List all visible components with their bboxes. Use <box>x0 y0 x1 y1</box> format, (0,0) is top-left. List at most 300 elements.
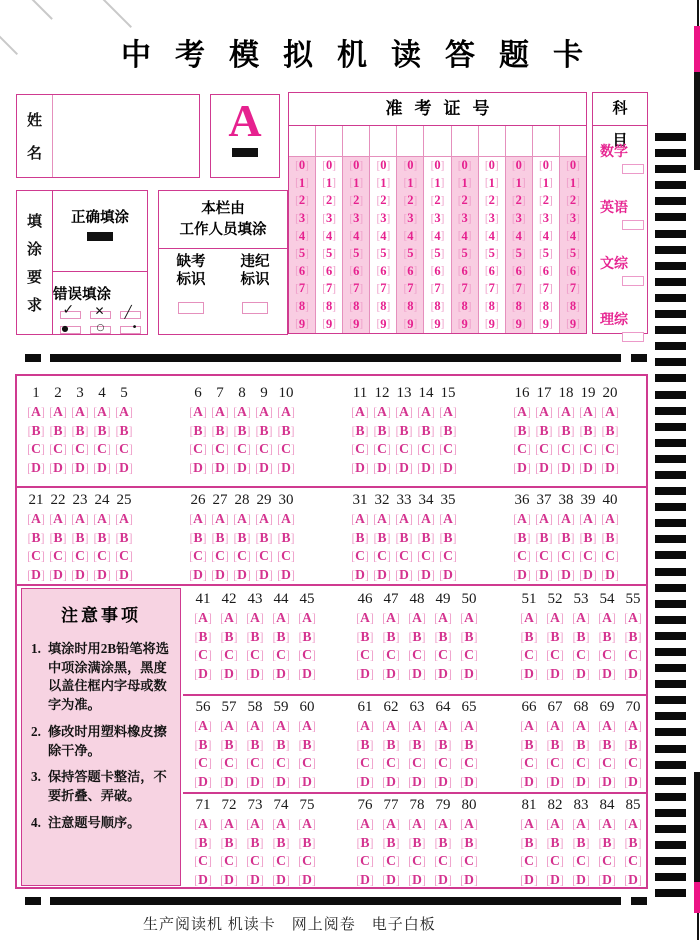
answer-bubble-d-q57[interactable] <box>216 773 242 792</box>
answer-bubble-c-q8[interactable] <box>231 440 253 459</box>
answer-bubble-d-q6[interactable] <box>187 459 209 478</box>
answer-bubble-d-q76[interactable] <box>352 871 378 890</box>
answer-bubble-a-q83[interactable] <box>568 815 594 834</box>
ticket-digit-bubble-2[interactable]: [ 2 ] <box>484 193 499 208</box>
answer-bubble-c-q10[interactable] <box>275 440 297 459</box>
ticket-digit-bubble-5[interactable]: [ 5 ] <box>566 246 580 261</box>
ticket-digit-bubble-3[interactable]: [ 3 ] <box>484 211 499 226</box>
answer-bubble-d-q59[interactable] <box>268 773 294 792</box>
answer-bubble-a-q46[interactable] <box>352 609 378 628</box>
ticket-write-cell[interactable] <box>289 126 315 157</box>
ticket-digit-bubble-3[interactable]: [ 3 ] <box>430 211 445 226</box>
answer-bubble-c-q46[interactable] <box>352 646 378 665</box>
answer-bubble-a-q66[interactable] <box>516 717 542 736</box>
ticket-digit-bubble-2[interactable]: [ 2 ] <box>349 193 364 208</box>
answer-bubble-a-q61[interactable] <box>352 717 378 736</box>
ticket-digit-bubble-1[interactable]: [ 1 ] <box>457 175 472 190</box>
answer-bubble-c-q85[interactable] <box>620 852 646 871</box>
answer-bubble-b-q48[interactable] <box>404 628 430 647</box>
ticket-digit-bubble-6[interactable]: [ 6 ] <box>457 263 472 278</box>
ticket-digit-bubble-7[interactable]: [ 7 ] <box>349 281 364 296</box>
answer-bubble-c-q11[interactable] <box>349 440 371 459</box>
answer-bubble-d-q20[interactable] <box>599 459 621 478</box>
answer-bubble-c-q4[interactable] <box>91 440 113 459</box>
answer-bubble-d-q71[interactable] <box>190 871 216 890</box>
answer-bubble-c-q64[interactable] <box>430 754 456 773</box>
ticket-digit-bubble-5[interactable]: [ 5 ] <box>295 246 309 261</box>
ticket-digit-bubble-8[interactable]: [ 8 ] <box>566 299 580 314</box>
ticket-digit-bubble-0[interactable]: [ 0 ] <box>511 158 526 173</box>
answer-bubble-a-q13[interactable] <box>393 403 415 422</box>
ticket-digit-bubble-8[interactable]: [ 8 ] <box>295 299 309 314</box>
answer-bubble-d-q83[interactable] <box>568 871 594 890</box>
ticket-write-cell[interactable] <box>533 126 559 157</box>
ticket-digit-bubble-0[interactable]: [ 0 ] <box>566 158 580 173</box>
answer-bubble-c-q75[interactable] <box>294 852 320 871</box>
answer-bubble-a-q38[interactable] <box>555 510 577 529</box>
answer-bubble-d-q26[interactable] <box>187 566 209 585</box>
answer-bubble-d-q24[interactable] <box>91 566 113 585</box>
ticket-digit-bubble-4[interactable]: [ 4 ] <box>539 228 553 243</box>
answer-bubble-a-q68[interactable] <box>568 717 594 736</box>
answer-bubble-a-q35[interactable] <box>437 510 459 529</box>
ticket-digit-bubble-3[interactable]: [ 3 ] <box>566 211 580 226</box>
answer-bubble-a-q32[interactable] <box>371 510 393 529</box>
ticket-digit-bubble-9[interactable]: [ 9 ] <box>322 316 337 331</box>
ticket-digit-bubble-9[interactable]: [ 9 ] <box>376 316 391 331</box>
answer-bubble-d-q38[interactable] <box>555 566 577 585</box>
answer-bubble-d-q11[interactable] <box>349 459 371 478</box>
answer-bubble-b-q16[interactable] <box>511 422 533 441</box>
ticket-digit-bubble-0[interactable]: [ 0 ] <box>349 158 364 173</box>
answer-bubble-a-q57[interactable] <box>216 717 242 736</box>
answer-bubble-b-q67[interactable] <box>542 736 568 755</box>
answer-bubble-d-q68[interactable] <box>568 773 594 792</box>
answer-bubble-d-q4[interactable] <box>91 459 113 478</box>
ticket-digit-bubble-2[interactable]: [ 2 ] <box>539 193 553 208</box>
answer-bubble-b-q85[interactable] <box>620 834 646 853</box>
answer-bubble-b-q78[interactable] <box>404 834 430 853</box>
ticket-digit-bubble-9[interactable]: [ 9 ] <box>484 316 499 331</box>
answer-bubble-b-q10[interactable] <box>275 422 297 441</box>
ticket-write-cell[interactable] <box>452 126 478 157</box>
ticket-write-cell[interactable] <box>560 126 586 157</box>
ticket-digit-bubble-0[interactable]: [ 0 ] <box>484 158 499 173</box>
answer-bubble-c-q76[interactable] <box>352 852 378 871</box>
ticket-digit-bubble-5[interactable]: [ 5 ] <box>376 246 391 261</box>
answer-bubble-d-q80[interactable] <box>456 871 482 890</box>
answer-bubble-d-q19[interactable] <box>577 459 599 478</box>
answer-bubble-a-q70[interactable] <box>620 717 646 736</box>
answer-bubble-a-q12[interactable] <box>371 403 393 422</box>
ticket-digit-bubble-9[interactable]: [ 9 ] <box>295 316 309 331</box>
answer-bubble-c-q54[interactable] <box>594 646 620 665</box>
ticket-digit-bubble-7[interactable]: [ 7 ] <box>322 281 337 296</box>
answer-bubble-a-q67[interactable] <box>542 717 568 736</box>
answer-bubble-c-q83[interactable] <box>568 852 594 871</box>
answer-bubble-c-q39[interactable] <box>577 547 599 566</box>
answer-bubble-a-q51[interactable] <box>516 609 542 628</box>
ticket-digit-bubble-4[interactable]: [ 4 ] <box>484 228 499 243</box>
answer-bubble-a-q44[interactable] <box>268 609 294 628</box>
ticket-digit-bubble-6[interactable]: [ 6 ] <box>566 263 580 278</box>
ticket-write-cell[interactable] <box>479 126 505 157</box>
answer-bubble-c-q29[interactable] <box>253 547 275 566</box>
answer-bubble-a-q28[interactable] <box>231 510 253 529</box>
answer-bubble-c-q34[interactable] <box>415 547 437 566</box>
answer-bubble-d-q67[interactable] <box>542 773 568 792</box>
answer-bubble-c-q2[interactable] <box>47 440 69 459</box>
answer-bubble-c-q44[interactable] <box>268 646 294 665</box>
answer-bubble-d-q60[interactable] <box>294 773 320 792</box>
answer-bubble-d-q48[interactable] <box>404 665 430 684</box>
answer-bubble-a-q75[interactable] <box>294 815 320 834</box>
answer-bubble-c-q28[interactable] <box>231 547 253 566</box>
ticket-write-cell[interactable] <box>424 126 450 157</box>
answer-bubble-b-q35[interactable] <box>437 529 459 548</box>
answer-bubble-c-q13[interactable] <box>393 440 415 459</box>
ticket-digit-bubble-6[interactable]: [ 6 ] <box>539 263 553 278</box>
answer-bubble-c-q53[interactable] <box>568 646 594 665</box>
ticket-digit-bubble-6[interactable]: [ 6 ] <box>403 263 418 278</box>
answer-bubble-a-q81[interactable] <box>516 815 542 834</box>
answer-bubble-c-q37[interactable] <box>533 547 555 566</box>
ticket-digit-bubble-6[interactable]: [ 6 ] <box>430 263 445 278</box>
answer-bubble-d-q12[interactable] <box>371 459 393 478</box>
answer-bubble-d-q65[interactable] <box>456 773 482 792</box>
ticket-digit-bubble-9[interactable]: [ 9 ] <box>511 316 526 331</box>
answer-bubble-d-q52[interactable] <box>542 665 568 684</box>
answer-bubble-d-q25[interactable] <box>113 566 135 585</box>
answer-bubble-a-q15[interactable] <box>437 403 459 422</box>
answer-bubble-d-q54[interactable] <box>594 665 620 684</box>
answer-bubble-d-q9[interactable] <box>253 459 275 478</box>
answer-bubble-a-q18[interactable] <box>555 403 577 422</box>
answer-bubble-b-q29[interactable] <box>253 529 275 548</box>
answer-bubble-c-q79[interactable] <box>430 852 456 871</box>
answer-bubble-c-q45[interactable] <box>294 646 320 665</box>
answer-bubble-b-q65[interactable] <box>456 736 482 755</box>
ticket-digit-bubble-5[interactable]: [ 5 ] <box>457 246 472 261</box>
ticket-digit-bubble-7[interactable]: [ 7 ] <box>430 281 445 296</box>
answer-bubble-b-q43[interactable] <box>242 628 268 647</box>
ticket-digit-bubble-3[interactable]: [ 3 ] <box>539 211 553 226</box>
answer-bubble-c-q16[interactable] <box>511 440 533 459</box>
answer-bubble-a-q71[interactable] <box>190 815 216 834</box>
subject-mark-box[interactable] <box>622 276 644 286</box>
ticket-digit-bubble-0[interactable]: [ 0 ] <box>322 158 337 173</box>
ticket-digit-bubble-2[interactable]: [ 2 ] <box>511 193 526 208</box>
ticket-digit-bubble-7[interactable]: [ 7 ] <box>566 281 580 296</box>
ticket-digit-bubble-4[interactable]: [ 4 ] <box>376 228 391 243</box>
answer-bubble-a-q84[interactable] <box>594 815 620 834</box>
answer-bubble-a-q5[interactable] <box>113 403 135 422</box>
staff-mark-box[interactable] <box>242 302 268 314</box>
answer-bubble-c-q32[interactable] <box>371 547 393 566</box>
answer-bubble-a-q36[interactable] <box>511 510 533 529</box>
answer-bubble-b-q17[interactable] <box>533 422 555 441</box>
answer-bubble-a-q10[interactable] <box>275 403 297 422</box>
answer-bubble-a-q78[interactable] <box>404 815 430 834</box>
answer-bubble-c-q23[interactable] <box>69 547 91 566</box>
answer-bubble-d-q58[interactable] <box>242 773 268 792</box>
answer-bubble-a-q14[interactable] <box>415 403 437 422</box>
ticket-digit-bubble-1[interactable]: [ 1 ] <box>539 175 553 190</box>
answer-bubble-b-q18[interactable] <box>555 422 577 441</box>
answer-bubble-d-q30[interactable] <box>275 566 297 585</box>
answer-bubble-c-q19[interactable] <box>577 440 599 459</box>
ticket-digit-bubble-5[interactable]: [ 5 ] <box>322 246 337 261</box>
ticket-digit-bubble-0[interactable]: [ 0 ] <box>403 158 418 173</box>
ticket-digit-bubble-4[interactable]: [ 4 ] <box>430 228 445 243</box>
ticket-write-cell[interactable] <box>506 126 532 157</box>
answer-bubble-d-q70[interactable] <box>620 773 646 792</box>
answer-bubble-a-q19[interactable] <box>577 403 599 422</box>
answer-bubble-c-q18[interactable] <box>555 440 577 459</box>
answer-bubble-a-q54[interactable] <box>594 609 620 628</box>
answer-bubble-a-q42[interactable] <box>216 609 242 628</box>
answer-bubble-d-q8[interactable] <box>231 459 253 478</box>
answer-bubble-b-q52[interactable] <box>542 628 568 647</box>
answer-bubble-a-q33[interactable] <box>393 510 415 529</box>
answer-bubble-c-q25[interactable] <box>113 547 135 566</box>
answer-bubble-c-q65[interactable] <box>456 754 482 773</box>
answer-bubble-b-q41[interactable] <box>190 628 216 647</box>
ticket-digit-bubble-8[interactable]: [ 8 ] <box>322 299 337 314</box>
answer-bubble-d-q84[interactable] <box>594 871 620 890</box>
answer-bubble-c-q67[interactable] <box>542 754 568 773</box>
answer-bubble-d-q41[interactable] <box>190 665 216 684</box>
answer-bubble-b-q8[interactable] <box>231 422 253 441</box>
answer-bubble-d-q33[interactable] <box>393 566 415 585</box>
answer-bubble-c-q73[interactable] <box>242 852 268 871</box>
answer-bubble-a-q2[interactable] <box>47 403 69 422</box>
answer-bubble-b-q30[interactable] <box>275 529 297 548</box>
answer-bubble-b-q82[interactable] <box>542 834 568 853</box>
answer-bubble-a-q50[interactable] <box>456 609 482 628</box>
answer-bubble-b-q37[interactable] <box>533 529 555 548</box>
answer-bubble-a-q49[interactable] <box>430 609 456 628</box>
answer-bubble-d-q7[interactable] <box>209 459 231 478</box>
ticket-digit-bubble-3[interactable]: [ 3 ] <box>457 211 472 226</box>
ticket-digit-bubble-1[interactable]: [ 1 ] <box>322 175 337 190</box>
ticket-digit-bubble-8[interactable]: [ 8 ] <box>403 299 418 314</box>
answer-bubble-d-q28[interactable] <box>231 566 253 585</box>
answer-bubble-a-q3[interactable] <box>69 403 91 422</box>
answer-bubble-a-q80[interactable] <box>456 815 482 834</box>
ticket-digit-bubble-0[interactable]: [ 0 ] <box>457 158 472 173</box>
answer-bubble-d-q10[interactable] <box>275 459 297 478</box>
answer-bubble-c-q62[interactable] <box>378 754 404 773</box>
answer-bubble-c-q40[interactable] <box>599 547 621 566</box>
answer-bubble-b-q84[interactable] <box>594 834 620 853</box>
ticket-digit-bubble-1[interactable]: [ 1 ] <box>566 175 580 190</box>
answer-bubble-c-q55[interactable] <box>620 646 646 665</box>
ticket-digit-bubble-9[interactable]: [ 9 ] <box>403 316 418 331</box>
answer-bubble-a-q73[interactable] <box>242 815 268 834</box>
answer-bubble-a-q65[interactable] <box>456 717 482 736</box>
answer-bubble-d-q85[interactable] <box>620 871 646 890</box>
ticket-digit-bubble-8[interactable]: [ 8 ] <box>376 299 391 314</box>
answer-bubble-a-q45[interactable] <box>294 609 320 628</box>
answer-bubble-b-q79[interactable] <box>430 834 456 853</box>
ticket-digit-bubble-7[interactable]: [ 7 ] <box>539 281 553 296</box>
ticket-digit-bubble-2[interactable]: [ 2 ] <box>566 193 580 208</box>
answer-bubble-c-q80[interactable] <box>456 852 482 871</box>
answer-bubble-a-q43[interactable] <box>242 609 268 628</box>
ticket-digit-bubble-6[interactable]: [ 6 ] <box>349 263 364 278</box>
ticket-digit-bubble-9[interactable]: [ 9 ] <box>430 316 445 331</box>
answer-bubble-a-q39[interactable] <box>577 510 599 529</box>
answer-bubble-c-q35[interactable] <box>437 547 459 566</box>
answer-bubble-d-q22[interactable] <box>47 566 69 585</box>
ticket-digit-bubble-7[interactable]: [ 7 ] <box>484 281 499 296</box>
ticket-digit-bubble-3[interactable]: [ 3 ] <box>511 211 526 226</box>
answer-bubble-b-q53[interactable] <box>568 628 594 647</box>
ticket-digit-bubble-8[interactable]: [ 8 ] <box>484 299 499 314</box>
answer-bubble-b-q26[interactable] <box>187 529 209 548</box>
answer-bubble-c-q3[interactable] <box>69 440 91 459</box>
answer-bubble-d-q45[interactable] <box>294 665 320 684</box>
ticket-digit-bubble-8[interactable]: [ 8 ] <box>430 299 445 314</box>
ticket-digit-bubble-5[interactable]: [ 5 ] <box>539 246 553 261</box>
ticket-digit-bubble-7[interactable]: [ 7 ] <box>403 281 418 296</box>
answer-bubble-b-q74[interactable] <box>268 834 294 853</box>
answer-bubble-a-q30[interactable] <box>275 510 297 529</box>
answer-bubble-d-q69[interactable] <box>594 773 620 792</box>
answer-bubble-d-q78[interactable] <box>404 871 430 890</box>
answer-bubble-b-q13[interactable] <box>393 422 415 441</box>
answer-bubble-c-q42[interactable] <box>216 646 242 665</box>
ticket-digit-bubble-1[interactable]: [ 1 ] <box>376 175 391 190</box>
answer-bubble-a-q6[interactable] <box>187 403 209 422</box>
ticket-digit-bubble-4[interactable]: [ 4 ] <box>511 228 526 243</box>
answer-bubble-a-q4[interactable] <box>91 403 113 422</box>
answer-bubble-b-q21[interactable] <box>25 529 47 548</box>
ticket-digit-bubble-7[interactable]: [ 7 ] <box>457 281 472 296</box>
answer-bubble-b-q36[interactable] <box>511 529 533 548</box>
answer-bubble-b-q76[interactable] <box>352 834 378 853</box>
answer-bubble-b-q40[interactable] <box>599 529 621 548</box>
answer-bubble-b-q2[interactable] <box>47 422 69 441</box>
ticket-digit-bubble-6[interactable]: [ 6 ] <box>484 263 499 278</box>
answer-bubble-d-q44[interactable] <box>268 665 294 684</box>
answer-bubble-d-q39[interactable] <box>577 566 599 585</box>
answer-bubble-c-q66[interactable] <box>516 754 542 773</box>
ticket-digit-bubble-6[interactable]: [ 6 ] <box>322 263 337 278</box>
answer-bubble-b-q69[interactable] <box>594 736 620 755</box>
answer-bubble-d-q18[interactable] <box>555 459 577 478</box>
answer-bubble-b-q57[interactable] <box>216 736 242 755</box>
answer-bubble-a-q62[interactable] <box>378 717 404 736</box>
answer-bubble-c-q14[interactable] <box>415 440 437 459</box>
ticket-digit-bubble-2[interactable]: [ 2 ] <box>457 193 472 208</box>
answer-bubble-d-q37[interactable] <box>533 566 555 585</box>
answer-bubble-a-q17[interactable] <box>533 403 555 422</box>
answer-bubble-a-q8[interactable] <box>231 403 253 422</box>
answer-bubble-a-q47[interactable] <box>378 609 404 628</box>
answer-bubble-d-q17[interactable] <box>533 459 555 478</box>
staff-mark-box[interactable] <box>178 302 204 314</box>
answer-bubble-b-q24[interactable] <box>91 529 113 548</box>
ticket-digit-bubble-3[interactable]: [ 3 ] <box>403 211 418 226</box>
answer-bubble-c-q1[interactable] <box>25 440 47 459</box>
answer-bubble-b-q75[interactable] <box>294 834 320 853</box>
answer-bubble-b-q50[interactable] <box>456 628 482 647</box>
ticket-digit-bubble-1[interactable]: [ 1 ] <box>295 175 309 190</box>
answer-bubble-b-q68[interactable] <box>568 736 594 755</box>
answer-bubble-d-q55[interactable] <box>620 665 646 684</box>
answer-bubble-c-q68[interactable] <box>568 754 594 773</box>
answer-bubble-d-q77[interactable] <box>378 871 404 890</box>
answer-bubble-c-q70[interactable] <box>620 754 646 773</box>
answer-bubble-b-q72[interactable] <box>216 834 242 853</box>
answer-bubble-b-q42[interactable] <box>216 628 242 647</box>
answer-bubble-a-q41[interactable] <box>190 609 216 628</box>
answer-bubble-c-q52[interactable] <box>542 646 568 665</box>
ticket-digit-bubble-3[interactable]: [ 3 ] <box>376 211 391 226</box>
answer-bubble-b-q14[interactable] <box>415 422 437 441</box>
answer-bubble-a-q56[interactable] <box>190 717 216 736</box>
answer-bubble-d-q27[interactable] <box>209 566 231 585</box>
answer-bubble-a-q52[interactable] <box>542 609 568 628</box>
answer-bubble-b-q81[interactable] <box>516 834 542 853</box>
answer-bubble-b-q60[interactable] <box>294 736 320 755</box>
answer-bubble-d-q1[interactable] <box>25 459 47 478</box>
answer-bubble-a-q29[interactable] <box>253 510 275 529</box>
answer-bubble-b-q39[interactable] <box>577 529 599 548</box>
answer-bubble-b-q45[interactable] <box>294 628 320 647</box>
answer-bubble-a-q76[interactable] <box>352 815 378 834</box>
answer-bubble-b-q46[interactable] <box>352 628 378 647</box>
answer-bubble-a-q26[interactable] <box>187 510 209 529</box>
ticket-digit-bubble-8[interactable]: [ 8 ] <box>457 299 472 314</box>
ticket-digit-bubble-4[interactable]: [ 4 ] <box>566 228 580 243</box>
answer-bubble-c-q36[interactable] <box>511 547 533 566</box>
answer-bubble-a-q21[interactable] <box>25 510 47 529</box>
answer-bubble-b-q20[interactable] <box>599 422 621 441</box>
answer-bubble-d-q13[interactable] <box>393 459 415 478</box>
ticket-digit-bubble-7[interactable]: [ 7 ] <box>295 281 309 296</box>
answer-bubble-a-q59[interactable] <box>268 717 294 736</box>
ticket-digit-bubble-5[interactable]: [ 5 ] <box>403 246 418 261</box>
answer-bubble-c-q58[interactable] <box>242 754 268 773</box>
answer-bubble-a-q79[interactable] <box>430 815 456 834</box>
answer-bubble-b-q59[interactable] <box>268 736 294 755</box>
answer-bubble-d-q66[interactable] <box>516 773 542 792</box>
answer-bubble-d-q50[interactable] <box>456 665 482 684</box>
answer-bubble-b-q77[interactable] <box>378 834 404 853</box>
answer-bubble-d-q43[interactable] <box>242 665 268 684</box>
answer-bubble-b-q83[interactable] <box>568 834 594 853</box>
answer-bubble-d-q82[interactable] <box>542 871 568 890</box>
ticket-digit-bubble-2[interactable]: [ 2 ] <box>430 193 445 208</box>
answer-bubble-c-q49[interactable] <box>430 646 456 665</box>
answer-bubble-c-q81[interactable] <box>516 852 542 871</box>
answer-bubble-b-q7[interactable] <box>209 422 231 441</box>
ticket-digit-bubble-8[interactable]: [ 8 ] <box>539 299 553 314</box>
answer-bubble-b-q80[interactable] <box>456 834 482 853</box>
answer-bubble-b-q33[interactable] <box>393 529 415 548</box>
answer-bubble-d-q75[interactable] <box>294 871 320 890</box>
answer-bubble-d-q23[interactable] <box>69 566 91 585</box>
answer-bubble-d-q56[interactable] <box>190 773 216 792</box>
ticket-digit-bubble-0[interactable]: [ 0 ] <box>295 158 309 173</box>
ticket-digit-bubble-0[interactable]: [ 0 ] <box>539 158 553 173</box>
answer-bubble-c-q21[interactable] <box>25 547 47 566</box>
answer-bubble-b-q54[interactable] <box>594 628 620 647</box>
answer-bubble-d-q34[interactable] <box>415 566 437 585</box>
